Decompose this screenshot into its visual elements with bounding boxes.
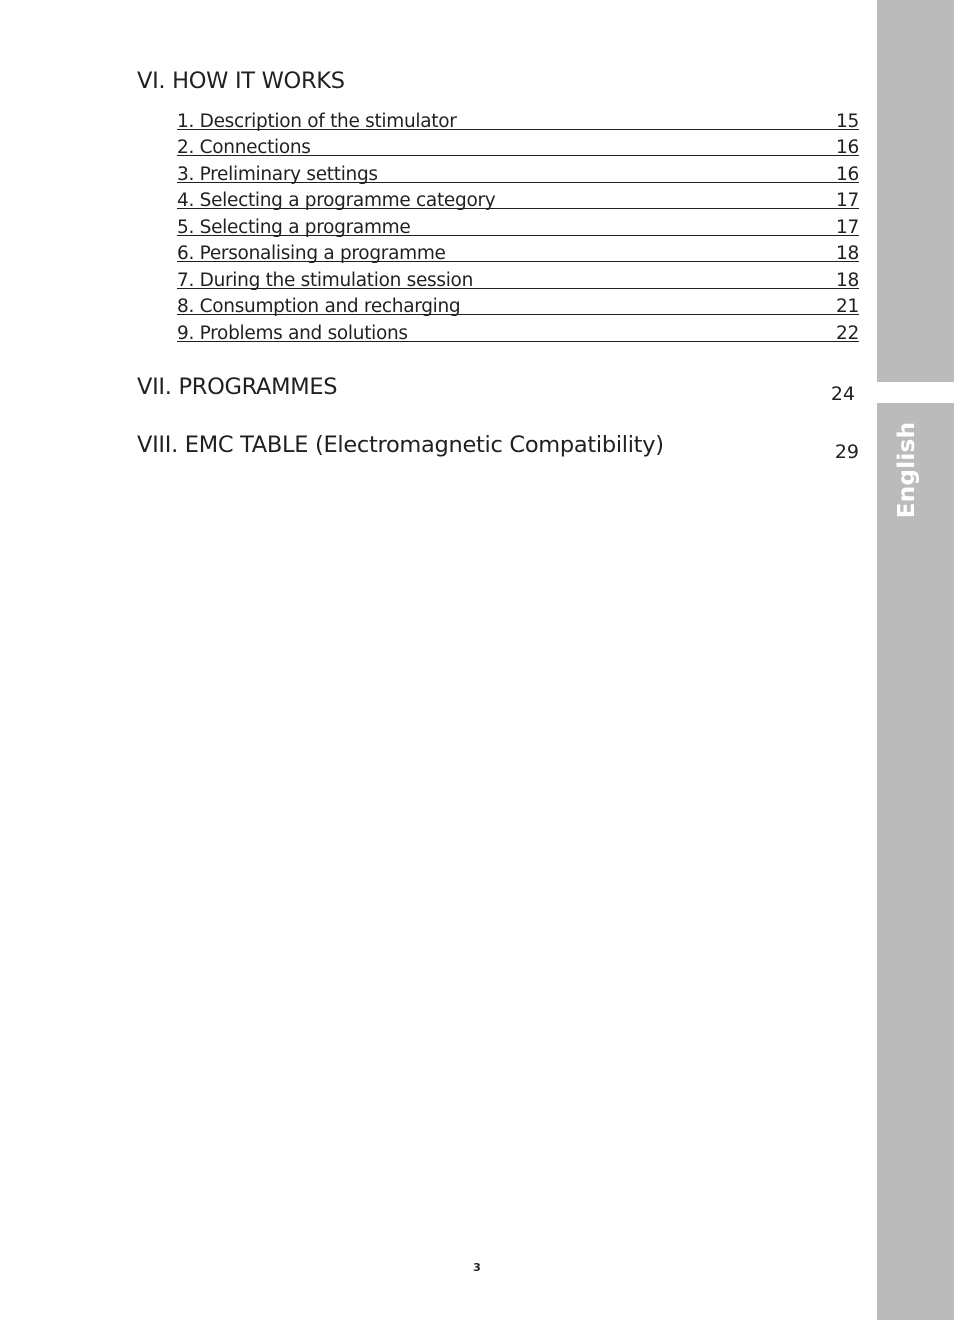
section-title: VI. HOW IT WORKS (137, 68, 345, 94)
side-tab-language (877, 403, 954, 1320)
toc-entry-label: 1. Description of the stimulator (177, 110, 457, 132)
toc-section-vi (137, 70, 859, 100)
toc-entry[interactable] (177, 103, 859, 130)
language-label (872, 421, 942, 519)
toc-entry-page: 21 (836, 296, 859, 317)
toc-section-vii[interactable] (137, 373, 859, 406)
toc-entry-label: 4. Selecting a programme category (177, 190, 496, 211)
toc-entry-label: 2. Connections (177, 137, 311, 158)
toc-entry-page: 15 (836, 110, 859, 132)
table-of-contents (137, 70, 859, 464)
toc-entry[interactable] (177, 315, 859, 342)
side-tab-upper (877, 0, 954, 382)
toc-entry-page: 22 (836, 322, 859, 344)
toc-entries (177, 103, 859, 342)
section-page: 29 (834, 440, 859, 463)
section-page: 24 (830, 382, 855, 405)
language-text: English (894, 421, 921, 519)
toc-entry-page: 16 (836, 137, 859, 158)
toc-entry[interactable] (177, 156, 859, 183)
toc-entry-label: 7. During the stimulation session (177, 269, 473, 291)
toc-entry-page: 17 (836, 190, 859, 211)
toc-entry[interactable] (177, 262, 859, 289)
toc-section-viii[interactable] (137, 431, 859, 464)
toc-entry-label: 9. Problems and solutions (177, 322, 408, 344)
toc-entry[interactable] (177, 209, 859, 236)
toc-entry[interactable] (177, 236, 859, 263)
toc-entry-page: 17 (836, 216, 859, 238)
section-title: VIII. EMC TABLE (Electromagnetic Compatibility) (137, 431, 664, 458)
toc-entry-label: 3. Preliminary settings (177, 163, 378, 185)
toc-entry-label: 8. Consumption and recharging (177, 296, 461, 317)
toc-entry-label: 5. Selecting a programme (177, 216, 411, 238)
toc-entry-page: 18 (836, 243, 859, 264)
toc-entry-label: 6. Personalising a programme (177, 243, 446, 264)
page-number: 3 (473, 1261, 481, 1274)
toc-entry[interactable] (177, 183, 859, 210)
toc-entry-page: 18 (836, 269, 859, 291)
toc-entry-page: 16 (836, 163, 859, 185)
toc-entry[interactable] (177, 130, 859, 157)
section-title: VII. PROGRAMMES (137, 373, 338, 400)
toc-entry[interactable] (177, 289, 859, 316)
